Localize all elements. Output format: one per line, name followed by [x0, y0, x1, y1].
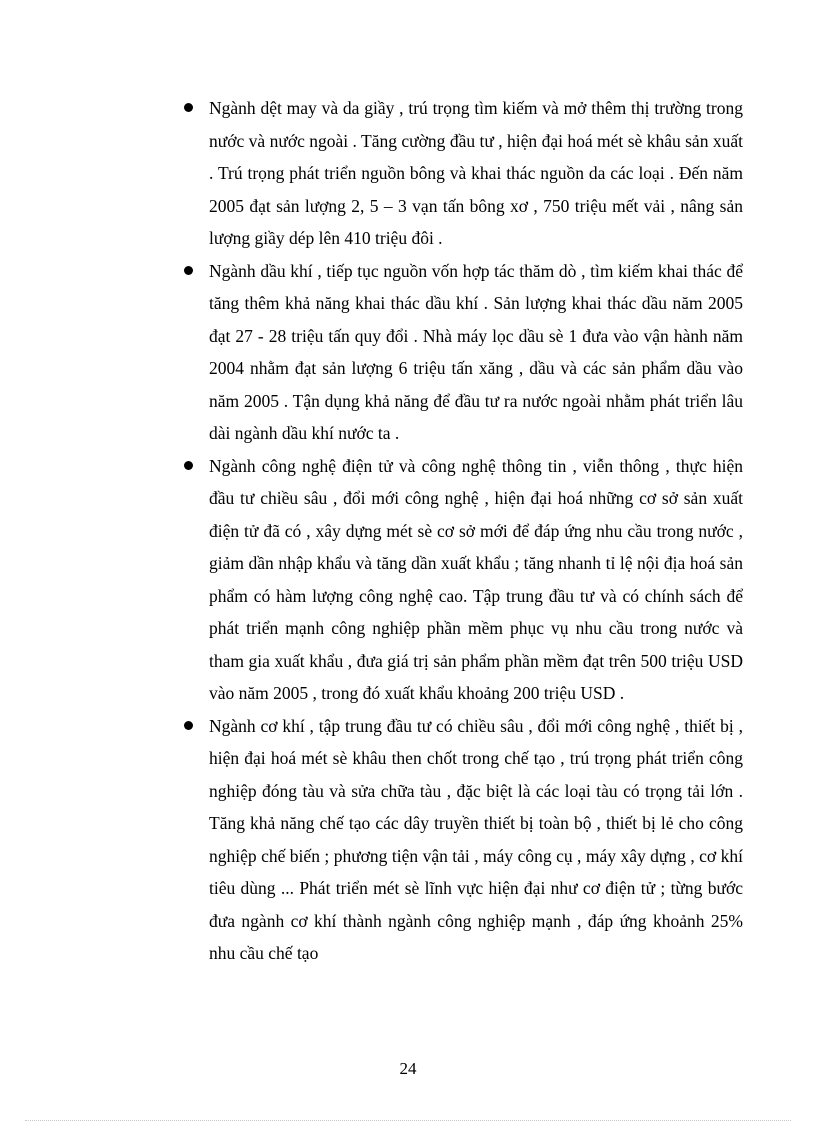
paragraph-text: Ngành dệt may và da giầy , trú trọng tìm kiếm và mở thêm thị trường trong nước và nước ngoài . Tăng cường đầu tư , hiện đại hoá mét sè khâu sản xuất . Trú trọng phát triển nguồn bông và khai thác nguồn da các loại . Đến năm 2005 đạt sản lượng 2, 5 – 3 vạn tấn bông xơ , 750 triệu mết vải , nâng sản lượng giầy dép lên 410 triệu đôi . [209, 98, 743, 248]
bullet-icon [184, 266, 193, 275]
bullet-list [183, 92, 743, 970]
list-item [183, 450, 743, 710]
list-item [183, 710, 743, 970]
paragraph-text: Ngành dầu khí , tiếp tục nguồn vốn hợp tác thăm dò , tìm kiếm khai thác để tăng thêm khả năng khai thác dầu khí . Sản lượng khai thác dầu năm 2005 đạt 27 - 28 triệu tấn quy đổi . Nhà máy lọc dầu sè 1 đưa vào vận hành năm 2004 nhằm đạt sản lượng 6 triệu tấn xăng , dầu và các sản phẩm dầu vào năm 2005 . Tận dụng khả năng để đầu tư ra nước ngoài nhằm phát triển lâu dài ngành dầu khí nước ta . [209, 260, 743, 443]
bullet-icon [184, 461, 193, 470]
page-divider [25, 1120, 791, 1121]
list-item [183, 92, 743, 255]
bullet-icon [184, 103, 193, 112]
bullet-icon [184, 721, 193, 730]
list-item [183, 255, 743, 450]
paragraph-text: Ngành công nghệ điện tử và công nghệ thông tin , viễn thông , thực hiện đầu tư chiều sâu , đổi mới công nghệ , hiện đại hoá những cơ sở sản xuất điện tử đã có , xây dựng mét sè cơ sở mới để đáp ứng nhu cầu trong nước , giảm dần nhập khẩu và tăng dần xuất khẩu ; tăng nhanh tỉ lệ nội địa hoá sản phẩm có hàm lượng công nghệ cao. Tập trung đầu tư và có chính sách để phát triển mạnh công nghiệp phần mềm phục vụ nhu cầu trong nước và tham gia xuất khẩu , đưa giá trị sản phẩm phần mềm đạt trên 500 triệu USD vào năm 2005 , trong đó xuất khẩu khoảng 200 triệu USD . [209, 455, 743, 703]
paragraph-text: Ngành cơ khí , tập trung đầu tư có chiều sâu , đổi mới công nghệ , thiết bị , hiện đại hoá mét sè khâu then chốt trong chế tạo , trú trọng phát triển công nghiệp đóng tàu và sửa chữa tàu , đặc biệt là các loại tàu có trọng tải lớn . Tăng khả năng chế tạo các dây truyền thiết bị toàn bộ , thiết bị lẻ cho công nghiệp chế biến ; phương tiện vận tải , máy công cụ , máy xây dựng , cơ khí tiêu dùng ... Phát triển mét sè lĩnh vực hiện đại như cơ điện tử ; từng bước đưa ngành cơ khí thành ngành công nghiệp mạnh , đáp ứng khoảnh 25% nhu cầu chế tạo [209, 715, 743, 963]
page-number: 24 [399, 1059, 417, 1078]
